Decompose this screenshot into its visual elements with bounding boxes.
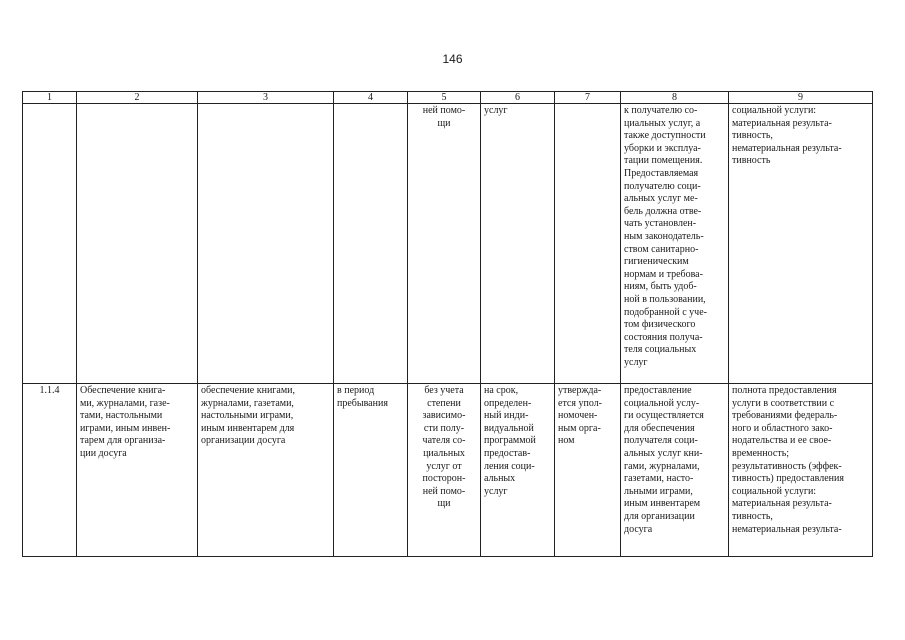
table-header-row [23, 92, 873, 104]
header-cell: 3 [198, 92, 334, 104]
header-cell: 8 [621, 92, 729, 104]
table-cell: без учета степени зависимо- сти полу- чателя со- циальных услуг от посторон- ней помо- щи [408, 384, 481, 557]
header-cell: 2 [77, 92, 198, 104]
header-cell: 6 [481, 92, 555, 104]
table-cell [23, 104, 77, 384]
table-cell [198, 104, 334, 384]
table-cell: Обеспечение книга- ми, журналами, газе- тами, настольными играми, иным инвен- тарем для организа- ции досуга [77, 384, 198, 557]
header-cell: 1 [23, 92, 77, 104]
table-cell: обеспечение книгами, журналами, газетами, настольными играми, иным инвентарем для организации досуга [198, 384, 334, 557]
table-cell: к получателю со- циальных услуг, а также доступности уборки и эксплуа- тации помещения. Предоставляемая получателю соци- альных услуг ме- бель должна отве- чать установлен- ным законодатель- ством санитарно- гигиеническим нормам и требова- ниям, быть удоб- ной в пользовании, подобранной с уче- том физического состояния получа- теля социальных услуг [621, 104, 729, 384]
table-cell: утвержда- ется упол- номочен- ным орга- ном [555, 384, 621, 557]
header-cell: 7 [555, 92, 621, 104]
table-row [23, 384, 873, 557]
table-cell [555, 104, 621, 384]
table-cell: полнота предоставления услуги в соответствии с требованиями федераль- ного и областного зако- нодательства и ее свое- временность; результативность (эффек- тивность) предоставления социальной услуги: материальная результа- тивность, нематериальная результа- [729, 384, 873, 557]
header-cell: 4 [334, 92, 408, 104]
table-cell: ней помо- щи [408, 104, 481, 384]
table-cell: предоставление социальной услу- ги осуществляется для обеспечения получателя соци- альных услуг кни- гами, журналами, газетами, насто- льными играми, иным инвентарем для организации досуга [621, 384, 729, 557]
table-row [23, 104, 873, 384]
header-cell: 9 [729, 92, 873, 104]
table-cell [77, 104, 198, 384]
table-cell: услуг [481, 104, 555, 384]
header-cell: 5 [408, 92, 481, 104]
table-cell [334, 104, 408, 384]
services-table [22, 91, 873, 557]
table-cell: социальной услуги: материальная результа- тивность, нематериальная результа- тивность [729, 104, 873, 384]
page-number: 146 [442, 52, 463, 66]
table-cell: 1.1.4 [23, 384, 77, 557]
table-cell: на срок, определен- ный инди- видуальной программой предостав- ления соци- альных услуг [481, 384, 555, 557]
table-cell: в период пребывания [334, 384, 408, 557]
